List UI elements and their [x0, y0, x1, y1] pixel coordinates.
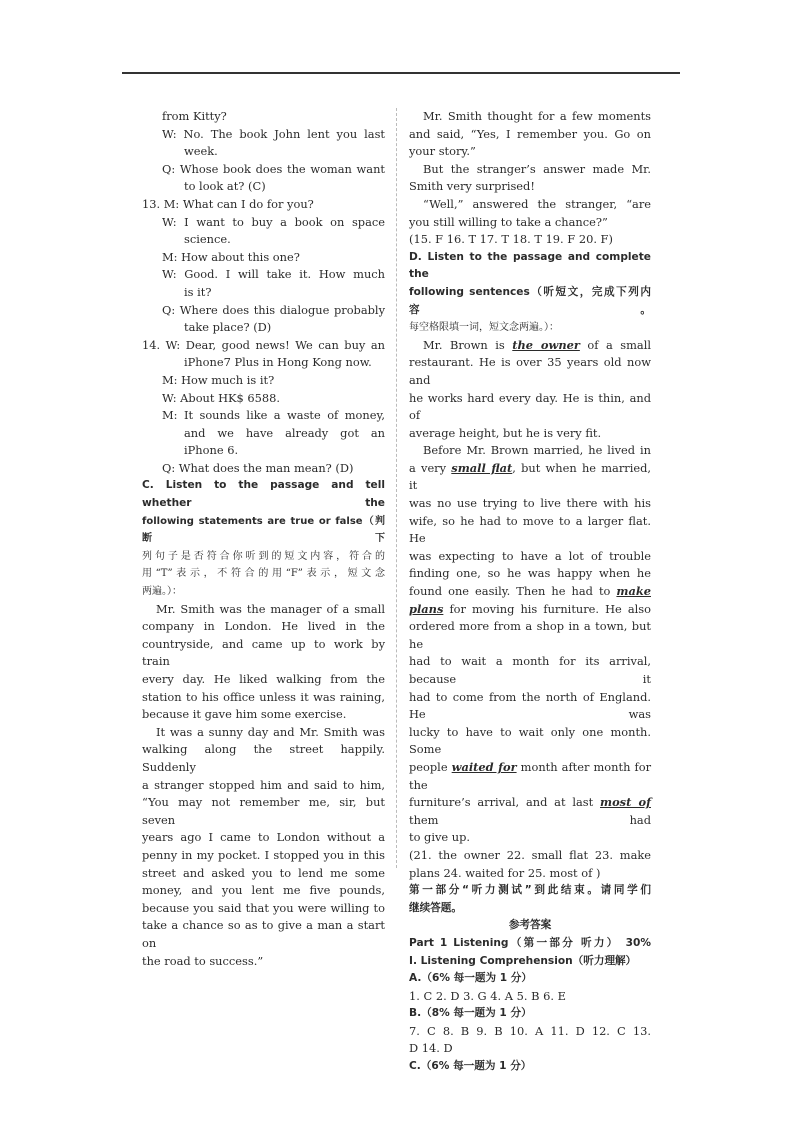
text-line: M: How about this one? — [162, 249, 300, 264]
text-segment: you still willing to take a chance?” — [409, 214, 608, 229]
text-segment: was expecting to have a lot of trouble — [409, 548, 651, 563]
right-column — [409, 108, 651, 1076]
answer-blank: most of — [600, 795, 651, 810]
text-segment: 每空格限填一词，短文念两遍。）： — [409, 322, 559, 334]
text-line: science. — [184, 232, 231, 247]
text-segment: D 14. D — [409, 1041, 453, 1056]
text-line — [409, 618, 651, 653]
text-line — [409, 178, 651, 196]
text-line — [409, 214, 651, 232]
text-line: It was a sunny day and Mr. Smith was — [156, 724, 385, 739]
text-line — [409, 390, 651, 425]
text-line — [409, 548, 651, 566]
text-line: week. — [184, 144, 218, 159]
text-line — [409, 442, 651, 460]
text-line — [409, 196, 651, 214]
text-segment: month after month for the — [409, 759, 652, 792]
text-segment: Ⅰ. Listening Comprehension（听力理解） — [409, 954, 637, 967]
text-line: W: About HK$ 6588. — [162, 390, 281, 405]
text-line — [409, 495, 651, 513]
text-line: take place? (D) — [184, 320, 272, 335]
text-line — [409, 917, 651, 935]
text-segment: Before Mr. Brown married, he lived in — [423, 443, 651, 458]
text-line — [409, 829, 651, 847]
text-line: 用“T”表示，不符合的用“F”表示，短文念 — [142, 568, 385, 580]
text-line: W: No. The book John lent you last — [162, 126, 385, 141]
answer-blank: make — [616, 584, 651, 599]
text-segment: , but when he married, it — [409, 460, 652, 493]
text-segment: D. Listen to the passage and complete the — [409, 250, 651, 281]
text-line — [409, 354, 651, 389]
text-segment: to give up. — [409, 830, 471, 845]
text-line: a stranger stopped him and said to him, — [142, 777, 385, 792]
text-line — [409, 970, 651, 988]
text-line — [409, 583, 651, 601]
text-segment: 继续答题。 — [409, 901, 462, 914]
text-segment: lucky to have to wait only one month. Some — [409, 724, 651, 757]
text-line — [409, 1023, 651, 1041]
text-segment: 1. C 2. D 3. G 4. A 5. B 6. E — [409, 988, 566, 1003]
text-line — [409, 337, 651, 355]
text-line — [409, 108, 651, 126]
text-segment: restaurant. He is over 35 years old now and — [409, 355, 651, 387]
text-segment: plans 24. waited for 25. most of ) — [409, 865, 601, 880]
text-line — [409, 1058, 651, 1076]
text-segment: for moving his furniture. He also — [443, 601, 651, 616]
text-segment: furniture’s arrival, and at last — [409, 795, 601, 810]
text-segment: 第一部分“听力测试”到此结束。请同学们 — [409, 884, 651, 897]
text-line — [409, 126, 651, 144]
left-column — [142, 108, 385, 970]
text-line: countryside, and came up to work by train — [142, 636, 385, 669]
text-line: because it gave him some exercise. — [142, 707, 347, 722]
text-line: “You may not remember me, sir, but seven — [142, 795, 385, 827]
text-segment: and said, “Yes, I remember you. Go on — [409, 126, 651, 141]
text-line: take a chance so as to give a man a start on — [142, 918, 385, 950]
text-line — [409, 653, 651, 688]
text-line — [409, 847, 651, 865]
text-line — [409, 1040, 651, 1058]
text-line: because you said that you were willing to — [142, 900, 385, 915]
text-line: 14. W: Dear, good news! We can buy an — [142, 337, 385, 352]
text-line: years ago I came to London without a — [142, 830, 385, 845]
text-line: street and asked you to lend me some — [142, 865, 385, 880]
text-segment: A.（6% 每一题为 1 分） — [409, 972, 532, 985]
text-line: 两遍。）： — [142, 586, 182, 598]
top-rule — [122, 72, 680, 74]
text-segment: ordered more from a shop in a town, but he — [409, 619, 651, 651]
text-line — [409, 724, 651, 759]
text-segment: wife, so he had to move to a larger flat. He — [409, 513, 651, 546]
text-line: the road to success.” — [142, 953, 264, 968]
answer-blank: plans — [409, 601, 444, 616]
text-line: Mr. Smith was the manager of a small — [156, 601, 385, 616]
text-line — [409, 565, 651, 583]
text-line: W: I want to buy a book on space — [162, 214, 385, 229]
text-segment: Smith very surprised! — [409, 179, 535, 194]
text-line: is it? — [184, 284, 212, 299]
text-line — [409, 425, 651, 443]
text-line: company in London. He lived in the — [142, 619, 385, 634]
text-line: iPhone 6. — [184, 443, 239, 458]
text-line — [409, 935, 651, 953]
text-segment: (21. the owner 22. small flat 23. make — [409, 847, 651, 862]
text-line: Q: What does the man mean? (D) — [162, 460, 354, 475]
text-line — [409, 988, 651, 1006]
text-line: station to his office unless it was raining, — [142, 689, 385, 704]
text-segment: them had — [409, 812, 651, 827]
text-segment: he works hard every day. He is thin, and of — [409, 390, 651, 423]
text-line: W: Good. I will take it. How much — [162, 267, 385, 282]
text-line — [409, 284, 651, 319]
text-segment: a very — [409, 460, 452, 475]
text-segment: 参考答案 — [508, 919, 552, 932]
text-segment: B.（8% 每一题为 1 分） — [409, 1007, 532, 1020]
text-segment: found one easily. Then he had to — [409, 584, 617, 599]
text-line — [409, 601, 651, 619]
text-line — [409, 161, 651, 179]
text-line: Q: Whose book does the woman want — [162, 161, 385, 176]
text-line: every day. He liked walking from the — [142, 672, 385, 686]
text-line — [409, 249, 651, 284]
text-segment: finding one, so he was happy when he — [409, 566, 651, 581]
text-segment: Mr. Brown is — [423, 337, 513, 352]
text-line: iPhone7 Plus in Hong Kong now. — [184, 355, 372, 370]
text-segment: But the stranger’s answer made Mr. — [423, 161, 651, 176]
text-segment: Mr. Smith thought for a few moments — [423, 109, 651, 123]
text-line: and we have already got an — [184, 425, 385, 440]
text-segment: of a small — [579, 337, 651, 352]
text-line: M: How much is it? — [162, 372, 275, 387]
text-line — [409, 513, 651, 548]
text-line: 13. M: What can I do for you? — [142, 196, 314, 211]
text-segment: 7. C 8. B 9. B 10. A 11. D 12. C 13. — [409, 1023, 651, 1038]
text-line: money, and you lent me five pounds, — [142, 883, 385, 898]
text-line: 列句子是否符合你听到的短文内容，符合的 — [142, 550, 385, 562]
text-segment: had to wait a month for its arrival, because it — [409, 654, 651, 686]
text-line: following statements are true or false（判断下 — [142, 515, 385, 545]
text-segment: average height, but he is very fit. — [409, 425, 602, 440]
text-segment: people — [409, 759, 452, 774]
text-line: to look at? (C) — [184, 179, 266, 194]
answer-blank: the owner — [512, 337, 580, 352]
text-segment: had to come from the north of England. He was — [409, 689, 651, 722]
text-line: walking along the street happily. Suddenly — [142, 742, 385, 774]
text-line — [409, 231, 651, 249]
text-line: Q: Where does this dialogue probably — [162, 302, 385, 317]
text-line — [409, 460, 651, 495]
text-segment: your story.” — [409, 144, 476, 159]
text-segment: following sentences（听短文，完成下列内容。 — [409, 285, 651, 316]
text-line — [409, 900, 651, 918]
text-line — [409, 794, 651, 829]
text-line — [409, 759, 651, 794]
answer-blank: small flat — [451, 460, 513, 475]
text-segment: Part 1 Listening（第一部分 听力） 30% — [409, 936, 651, 949]
text-line — [409, 882, 651, 900]
text-line — [409, 1005, 651, 1023]
column-divider — [396, 108, 397, 868]
text-line: penny in my pocket. I stopped you in this — [142, 847, 385, 862]
text-segment: was no use trying to live there with his — [409, 496, 651, 511]
text-line: C. Listen to the passage and tell whether the — [142, 479, 385, 510]
text-line — [409, 143, 651, 161]
text-segment: C.（6% 每一题为 1 分） — [409, 1060, 532, 1073]
text-segment: “Well,” answered the stranger, “are — [423, 196, 651, 211]
text-line — [409, 865, 651, 883]
text-line — [409, 319, 651, 337]
text-segment: (15. F 16. T 17. T 18. T 19. F 20. F) — [409, 232, 613, 247]
text-line: from Kitty? — [162, 109, 227, 123]
answer-blank: waited for — [451, 759, 517, 774]
text-line: M: It sounds like a waste of money, — [162, 408, 385, 423]
text-line — [409, 689, 651, 724]
text-line — [409, 953, 651, 971]
